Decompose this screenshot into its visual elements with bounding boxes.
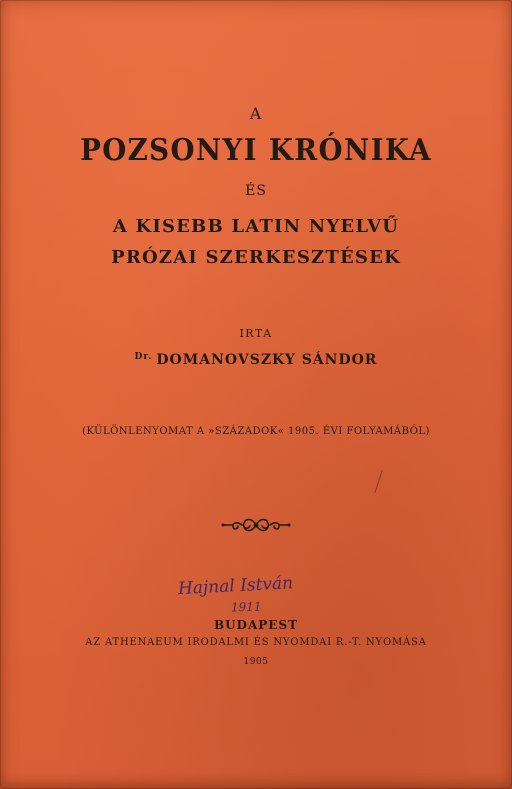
author-line — [0, 352, 512, 368]
handwritten-owner-name: Hajnal István — [177, 573, 294, 600]
publication-city: BUDAPEST — [213, 618, 299, 632]
by-label: IRTA — [239, 327, 273, 340]
subtitle-line-1: A KISEBB LATIN NYELVŰ — [112, 216, 400, 237]
floral-ornament-icon — [220, 512, 292, 538]
offprint-note: (KÜLÖNLENYOMAT A »SZÁZADOK« 1905. ÉVI FOLYAMÁBÓL) — [82, 426, 430, 437]
printer-name: AZ ATHENAEUM IRODALMI ÉS NYOMDAI R.-T. NYOMÁSA — [85, 637, 427, 648]
title-conjunction: ÉS — [245, 183, 267, 199]
book-title: POZSONYI KRÓNIKA — [80, 133, 432, 168]
subtitle-line-2: PRÓZAI SZERKESZTÉSEK — [111, 247, 401, 268]
title-article: A — [249, 104, 263, 123]
publication-year: 1905 — [243, 657, 269, 667]
handwritten-year: 1911 — [230, 599, 262, 615]
paper-crease-mark — [374, 470, 385, 494]
author-name: DOMANOVSZKY SÁNDOR — [156, 352, 378, 368]
author-prefix: Dr. — [134, 352, 153, 362]
